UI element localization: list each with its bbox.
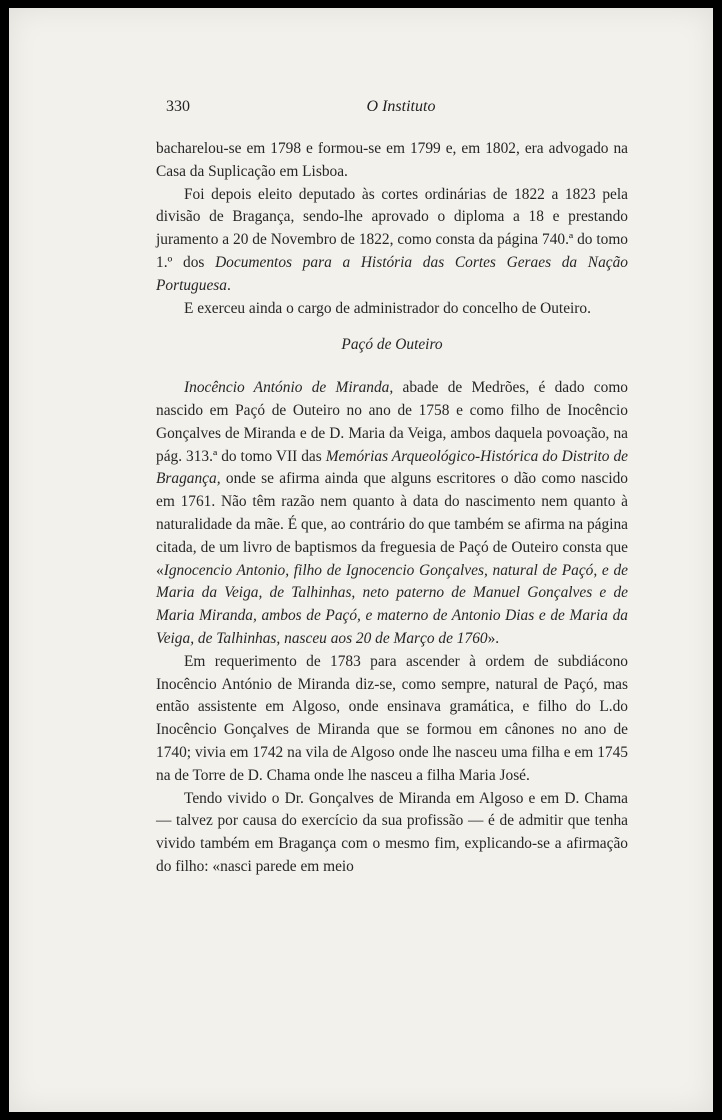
paragraph-4-text-1: abade de Medrões, é dado como nascido em Paçó de Outeiro no ano de 1758 e como filho de Inocêncio Gonçalves de Miranda e de D. Maria da Veiga, ambos daquela povoação, na pág. 313.ª do tomo VII das: [156, 379, 628, 465]
paragraph-2-text-b: .: [226, 276, 231, 294]
paragraph-2: [156, 184, 628, 298]
paragraph-4-name: Inocêncio António de Miranda,: [184, 379, 394, 397]
page-header: [166, 98, 636, 122]
page-number: 330: [166, 98, 190, 115]
paragraph-6: Tendo vivido o Dr. Gonçalves de Miranda em Algoso e em D. Chama — talvez por causa do exercício da sua profissão — é de admitir que tenha vivido também em Bragança com o mesmo fim, explicando-se a afirmação do filho: «nasci parede em meio: [156, 789, 628, 875]
paragraph-4-quotation: Ignocencio Antonio, filho de Ignocencio Gonçalves, natural de Paçó, e de Maria da Veiga, de Talhinhas, neto paterno de Manuel Gonçalves e de Maria Miranda, ambos de Paçó, e materno de Antonio Dias e de Maria da Veiga, de Talhinhas, nasceu aos 20 de Março de 1760: [156, 561, 628, 647]
paragraph-2-citation: Documentos para a História das Cortes Geraes da Nação Portuguesa: [156, 253, 628, 294]
paragraph-4-text-2: onde se afirma ainda que alguns escritores o dão como nascido em 1761. Não têm razão nem quanto à data do nascimento nem quanto à naturalidade da mãe. É que, ao contrário do que também se afirma na página citada, de um livro de baptismos da freguesia de Paçó de Outeiro consta que «: [156, 470, 628, 579]
section-title: Paçó de Outeiro: [341, 336, 443, 354]
paragraph-5: Em requerimento de 1783 para ascender à ordem de subdiácono Inocêncio António de Miranda diz-se, como sempre, natural de Paçó, mas então assistente em Algoso, onde ensinava gramática, e filho do L.do Inocêncio Gonçalves de Miranda que se formou em cânones no ano de 1740; vivia em 1742 na vila de Algoso onde lhe nasceu uma filha e em 1745 na de Torre de D. Chama onde lhe nasceu a filha Maria José.: [156, 652, 628, 784]
paragraph-4: [156, 377, 628, 651]
paragraph-4-text-3: ».: [487, 629, 500, 647]
paragraph-2-text-a: Foi depois eleito deputado às cortes ordinárias de 1822 a 1823 pela divisão de Bragança, sendo-lhe aprovado o diploma a 18 e prestando juramento a 20 de Novembro de 1822, como consta da página 740.ª do tomo 1.º dos: [156, 185, 628, 271]
paragraph-1: bacharelou-se em 1798 e formou-se em 1799 e, em 1802, era advogado na Casa da Suplicação em Lisboa.: [156, 140, 628, 180]
paragraph-4-work-title: Memórias Arqueológico-Histórica do Distrito de Bragança,: [156, 447, 628, 488]
body-text: [156, 138, 628, 879]
paragraph-3: E exerceu ainda o cargo de administrador do concelho de Outeiro.: [184, 299, 591, 317]
running-title: O Instituto: [366, 98, 436, 115]
